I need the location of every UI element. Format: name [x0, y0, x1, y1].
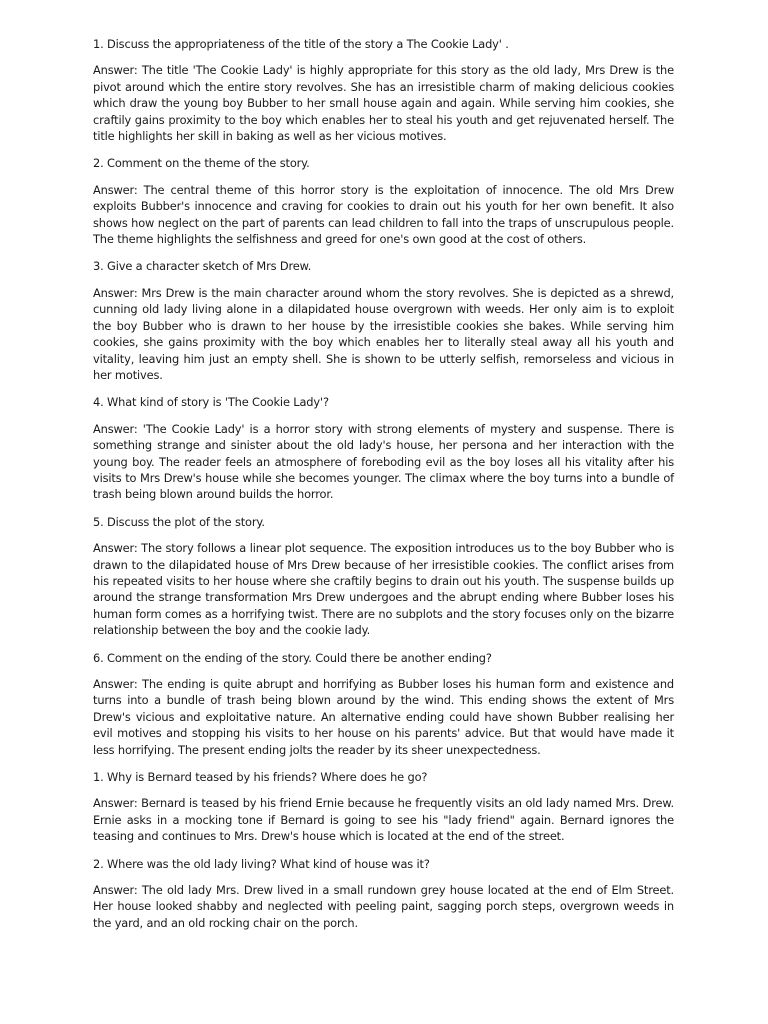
question-3: 3. Give a character sketch of Mrs Drew.: [93, 259, 312, 274]
question-7: 1. Why is Bernard teased by his friends? Where does he go?: [93, 770, 428, 785]
answer-6: Answer: The ending is quite abrupt and horrifying as Bubber loses his human form and existence and turns into a bundle of trash being blown around by the wind. This ending shows the extent of Mrs Drew's vicious and exploitative nature. An alternative ending could have shown Bubber realising her evil motives and stopping his visits to her house on his parents' advice. But that would have made it less horrifying. The present ending jolts the reader by its sheer unexpectedness.: [93, 677, 674, 757]
qa-item-2: [93, 155, 674, 247]
qa-item-5: [93, 514, 674, 639]
qa-item-7: [93, 769, 674, 845]
answer-8: Answer: The old lady Mrs. Drew lived in a small rundown grey house located at the end of Elm Street. Her house looked shabby and neglected with peeling paint, sagging porch steps, overgrown weeds in the yard, and an old rocking chair on the porch.: [93, 883, 674, 930]
question-8: 2. Where was the old lady living? What kind of house was it?: [93, 856, 430, 871]
question-4: 4. What kind of story is 'The Cookie Lady'?: [93, 395, 329, 410]
qa-item-6: [93, 650, 674, 758]
answer-7: Answer: Bernard is teased by his friend Ernie because he frequently visits an old lady named Mrs. Drew. Ernie asks in a mocking tone if Bernard is going to see his "lady friend" again. Bernard ignores the teasing and continues to Mrs. Drew's house which is located at the end of the street.: [93, 796, 674, 844]
question-5: 5. Discuss the plot of the story.: [93, 514, 265, 529]
qa-item-3: [93, 258, 674, 383]
question-1: 1. Discuss the appropriateness of the title of the story a The Cookie Lady' .: [93, 37, 509, 51]
answer-5: Answer: The story follows a linear plot sequence. The exposition introduces us to the boy Bubber who is drawn to the dilapidated house of Mrs Drew because of her irresistible cookies. The conflict arises from his repeated visits to her house where she craftily begins to drain out his youth. The suspense builds up around the strange transformation Mrs Drew undergoes and the abrupt ending where Bubber loses his human form comes as a horrifying twist. There are no subplots and the story focuses only on the bizarre relationship between the boy and the cookie lady.: [93, 541, 674, 638]
answer-1: Answer: The title 'The Cookie Lady' is highly appropriate for this story as the old lady, Mrs Drew is the pivot around which the entire story revolves. She has an irresistible charm of making delicious cookies which draw the young boy Bubber to her small house again and again. While serving him cookies, she craftily gains proximity to the boy which enables her to steal his youth and get rejuvenated herself. The title highlights her skill in baking as well as her vicious motives.: [93, 63, 674, 144]
answer-2: Answer: The central theme of this horror story is the exploitation of innocence. The old Mrs Drew exploits Bubber's innocence and craving for cookies to drain out his youth for her own benefit. It also shows how neglect on the part of parents can lead children to fall into the traps of unscrupulous people. The theme highlights the selfishness and greed for one's own good at the cost of others.: [93, 182, 674, 247]
qa-item-8: [93, 856, 674, 932]
qa-item-4: [93, 394, 674, 502]
qa-item-1: [93, 36, 674, 144]
question-6: 6. Comment on the ending of the story. Could there be another ending?: [93, 650, 492, 665]
answer-4: Answer: 'The Cookie Lady' is a horror story with strong elements of mystery and suspense. There is something strange and sinister about the old lady's house, her persona and her interaction with the young boy. The reader feels an atmosphere of foreboding evil as the boy loses all his vitality after his visits to Mrs Drew's house while she becomes younger. The climax where the boy turns into a bundle of trash being blown around builds the horror.: [93, 421, 674, 502]
question-2: 2. Comment on the theme of the story.: [93, 156, 310, 171]
answer-3: Answer: Mrs Drew is the main character around whom the story revolves. She is depicted as a shrewd, cunning old lady living alone in a dilapidated house overgrown with weeds. Her only aim is to exploit the boy Bubber who is drawn to her house by the irresistible cookies she bakes. While serving him cookies, she gains proximity with the boy which enables her to literally steal away all his youth and vitality, leaving him just an empty shell. She is shown to be utterly selfish, remorseless and vicious in her motives.: [93, 285, 674, 382]
